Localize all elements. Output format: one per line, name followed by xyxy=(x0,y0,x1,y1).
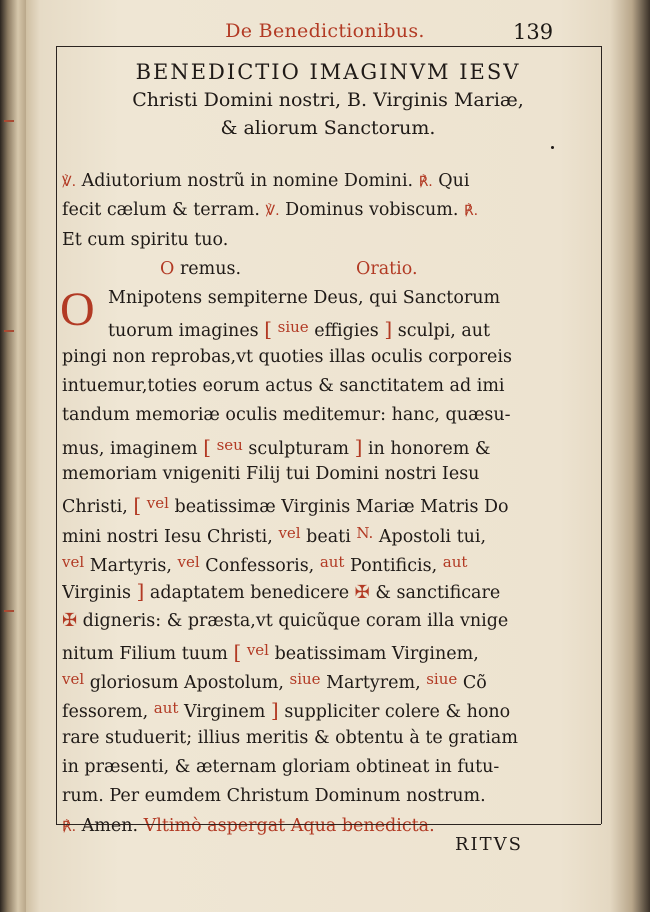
rubric-bracket: ] xyxy=(136,579,145,604)
rubric-alternative: vel xyxy=(146,494,169,513)
versicle-text: Adiutorium nostrũ in nomine Domini. xyxy=(81,171,414,191)
prayer-text-run: Apostoli tui, xyxy=(378,526,487,547)
sign-of-cross-icon: ✠ xyxy=(354,582,370,604)
printer-dot xyxy=(551,146,554,149)
prayer-text-run: Cõ xyxy=(462,673,487,694)
text-line xyxy=(62,196,542,225)
prayer-text-run: nitum Filium tuum xyxy=(62,643,228,664)
prayer-text-run: rum. Per eumdem Christum Dominum nostrum. xyxy=(62,786,486,807)
title-line-3: & aliorum Sanctorum. xyxy=(220,117,436,139)
text-line xyxy=(62,372,542,401)
prayer-text xyxy=(62,167,542,841)
drop-cap: O xyxy=(60,283,95,337)
rubric-bracket: ] xyxy=(384,317,393,342)
prayer-text-run: memoriam vnigeniti Filij tui Domini nostri Iesu xyxy=(62,463,480,484)
prayer-text-run: Martyrem, xyxy=(326,673,421,694)
prayer-text-run: beatissimæ Virginis Mariæ Matris Do xyxy=(174,497,509,518)
versicle-symbol: ℣. xyxy=(265,203,280,220)
text-line xyxy=(62,255,542,284)
response-symbol: ℟. xyxy=(464,203,479,220)
prayer-text-run: in honorem & xyxy=(367,438,491,459)
prayer-text-run: tandum memoriæ oculis meditemur: hanc, quæsu- xyxy=(62,405,511,426)
rubric-alternative: aut xyxy=(153,699,179,718)
prayer-text-run: & sanctificare xyxy=(375,583,501,604)
oratio-heading: Oratio. xyxy=(356,258,418,279)
rubric-alternative: siue xyxy=(426,670,458,689)
oremus-word: remus. xyxy=(179,258,242,279)
versicle-text: Dominus vobiscum. xyxy=(285,200,459,221)
text-line xyxy=(62,577,542,606)
text-line xyxy=(62,284,542,313)
prayer-text-run: suppliciter colere & hono xyxy=(284,702,511,723)
prayer-text-run: digneris: & præsta,vt quicũque coram illa vnige xyxy=(82,611,509,632)
rubric-bracket: ] xyxy=(354,434,363,459)
rubric-alternative: aut xyxy=(319,552,345,571)
text-line xyxy=(62,343,542,372)
prayer-text-run: Virginem xyxy=(184,702,266,723)
title-line-2: Christi Domini nostri, B. Virginis Mariæ, xyxy=(132,89,524,111)
rubric-alternative: siue xyxy=(289,670,321,689)
rubric-alternative: vel xyxy=(246,640,269,659)
response-symbol: ℟. xyxy=(418,174,433,190)
response-text: Qui xyxy=(438,171,470,191)
rubric-alternative: vel xyxy=(62,670,85,689)
rubric-alternative: aut xyxy=(442,552,468,571)
page-number: 139 xyxy=(513,20,554,44)
response-text: Et cum spiritu tuo. xyxy=(62,229,229,250)
prayer-text-run: sculpi, aut xyxy=(397,321,491,342)
prayer-text-run: tuorum imagines xyxy=(108,321,259,342)
rubric-alternative: siue xyxy=(277,318,309,337)
prayer-text-run: gloriosum Apostolum, xyxy=(89,673,284,694)
text-line xyxy=(62,313,542,342)
versicle-symbol: ℣. xyxy=(62,174,77,190)
name-placeholder: N. xyxy=(356,523,374,542)
rubric-alternative: vel xyxy=(177,552,200,571)
prayer-text-run: Mnipotens sempiterne Deus, qui Sanctorum xyxy=(108,288,501,309)
bottom-rule xyxy=(56,824,601,825)
prayer-text-run: mus, imaginem xyxy=(62,438,198,459)
text-line xyxy=(62,167,542,196)
prayer-text-run: intuemur,toties eorum actus & sanctitatem ad imi xyxy=(62,376,505,397)
text-line xyxy=(62,401,542,430)
sign-of-cross-icon: ✠ xyxy=(62,610,78,632)
prayer-text-run: Christi, xyxy=(62,497,128,518)
text-line xyxy=(62,460,542,489)
text-line xyxy=(62,636,542,665)
prayer-text-run: effigies xyxy=(314,321,379,342)
prayer-text-run: sculpturam xyxy=(248,438,349,459)
running-head: De Benedictionibus. xyxy=(225,20,425,42)
rubric-alternative: seu xyxy=(216,435,243,454)
text-line xyxy=(62,606,542,635)
facing-page-ink-mark xyxy=(4,120,14,122)
closing-rubric: Vltimò aspergat Aqua benedicta. xyxy=(143,815,435,836)
prayer-text-run: Virginis xyxy=(62,583,131,604)
prayer-paragraph xyxy=(62,284,542,841)
text-line xyxy=(62,694,542,723)
rubric-bracket: [ xyxy=(264,317,273,342)
chapter-title xyxy=(56,58,600,142)
text-line xyxy=(62,548,542,577)
prayer-text-run: fessorem, xyxy=(62,702,149,723)
catchword: RITVS xyxy=(455,834,523,855)
prayer-text-run: in præsenti, & æternam gloriam obtineat in futu- xyxy=(62,756,500,777)
prayer-text-run: Confessoris, xyxy=(205,555,315,576)
rubric-bracket: ] xyxy=(270,698,279,723)
rubric-alternative: vel xyxy=(62,552,85,571)
text-line xyxy=(62,665,542,694)
title-line-1: BENEDICTIO IMAGINVM IESV xyxy=(135,60,521,84)
text-line xyxy=(62,431,542,460)
prayer-text-run: pingi non reprobas,vt quoties illas oculis corporeis xyxy=(62,346,512,367)
rubric-bracket: [ xyxy=(133,493,142,518)
text-line xyxy=(62,724,542,753)
rubric-alternative: vel xyxy=(278,523,301,542)
text-line xyxy=(62,226,542,255)
oremus-initial: O xyxy=(160,258,175,279)
prayer-text-run: Martyris, xyxy=(89,555,172,576)
prayer-text-run: adaptatem benedicere xyxy=(149,583,350,604)
prayer-text-run: beatissimam Virginem, xyxy=(274,643,479,664)
text-line xyxy=(62,782,542,811)
rubric-bracket: [ xyxy=(233,639,242,664)
rubric-bracket: [ xyxy=(203,434,212,459)
prayer-text-run: mini nostri Iesu Christi, xyxy=(62,526,273,547)
text-line xyxy=(62,519,542,548)
response-symbol: ℟. xyxy=(62,818,77,835)
response-text: fecit cælum & terram. xyxy=(62,200,260,221)
amen: Amen. xyxy=(81,815,139,836)
facing-page-edge xyxy=(0,0,26,912)
prayer-text-run: beati xyxy=(306,526,351,547)
prayer-text-run: Pontificis, xyxy=(350,555,438,576)
text-line xyxy=(62,753,542,782)
prayer-text-run: rare studuerit; illius meritis & obtentu à te gratiam xyxy=(62,727,518,748)
text-line xyxy=(62,489,542,518)
facing-page-ink-mark xyxy=(4,610,14,612)
facing-page-ink-mark xyxy=(4,330,14,332)
